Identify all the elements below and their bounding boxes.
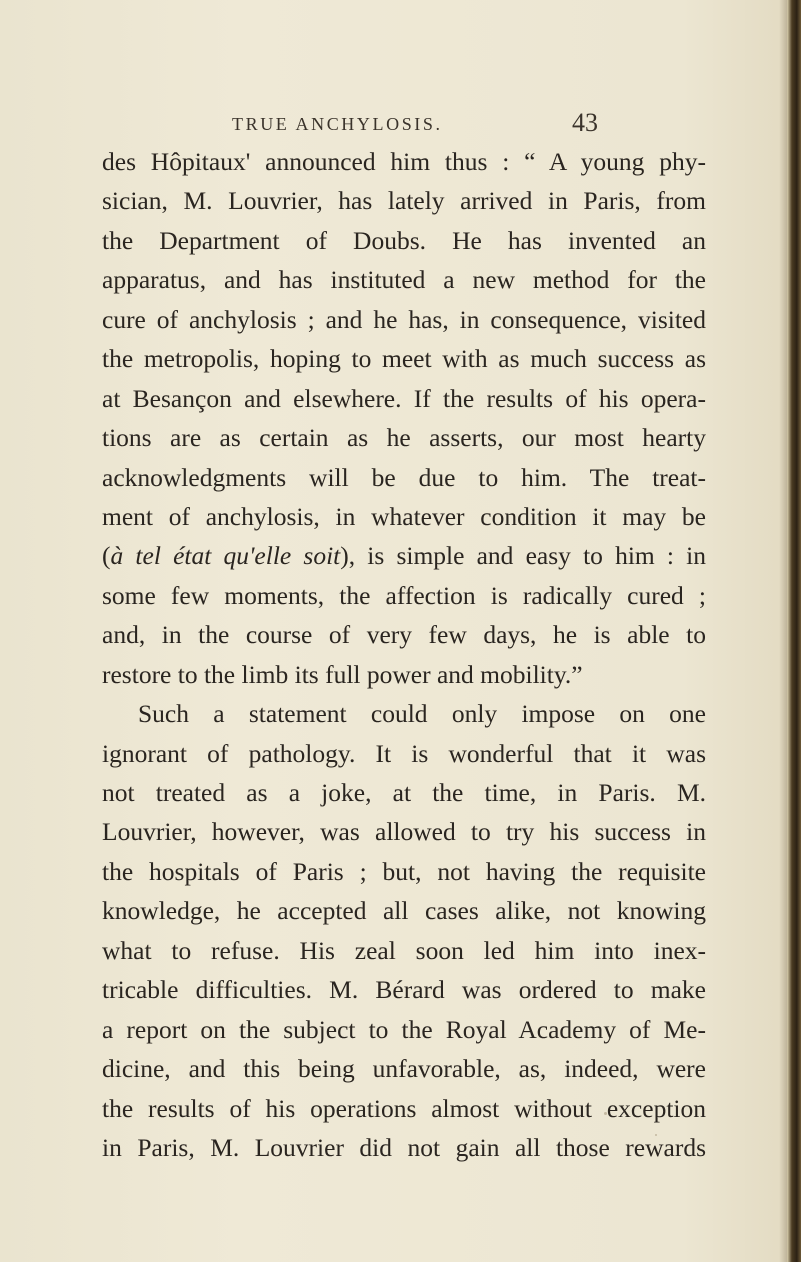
text-line: what to refuse. His zeal soon led him into inex- (102, 935, 706, 965)
text-line: in Paris, M. Louvrier did not gain all those rewards (102, 1132, 706, 1162)
text-line: cure of anchylosis ; and he has, in consequence, visited (102, 304, 706, 334)
text-line: not treated as a joke, at the time, in Paris. M. (102, 778, 706, 807)
book-binding-edge (787, 0, 801, 1262)
italic-phrase: à tel état qu'elle soit (110, 541, 341, 571)
text-line: and, in the course of very few days, he is able to (102, 620, 706, 650)
page-number: 43 (572, 108, 598, 137)
text-line: at Besançon and elsewhere. If the results of his opera- (102, 383, 706, 413)
paragraph-start-line: Such a statement could only impose on one (138, 699, 706, 729)
text-line: ignorant of pathology. It is wonderful that it was (102, 738, 706, 768)
text-line: apparatus, and has instituted a new method for the (102, 265, 706, 295)
line-remainder: ), is simple and easy to him : in (340, 541, 706, 571)
page-header (0, 108, 801, 138)
text-line: ment of anchylosis, in whatever condition it may be (102, 501, 706, 531)
text-line: tricable difficulties. M. Bérard was ordered to make (102, 975, 706, 1005)
text-line: dicine, and this being unfavorable, as, indeed, were (102, 1054, 706, 1084)
text-line: the hospitals of Paris ; but, not having the requisite (102, 856, 706, 886)
body-text (102, 142, 706, 1167)
text-line-with-italic (102, 536, 706, 575)
text-line: sician, M. Louvrier, has lately arrived in Paris, from (102, 186, 706, 216)
text-line: Louvrier, however, was allowed to try his success in (102, 817, 706, 847)
paren-open: ( (102, 541, 111, 571)
page-gutter-shadow (779, 0, 787, 1262)
paragraph-end-line: restore to the limb its full power and mobility.” (102, 659, 583, 689)
text-line: knowledge, he accepted all cases alike, not knowing (102, 896, 706, 926)
text-line: the results of his operations almost without exception (102, 1093, 706, 1123)
text-line: some few moments, the affection is radically cured ; (102, 580, 706, 610)
running-head: TRUE ANCHYLOSIS. (232, 114, 443, 134)
text-line: a report on the subject to the Royal Academy of Me- (102, 1014, 706, 1044)
text-line: des Hôpitaux' announced him thus : “ A young phy- (102, 147, 706, 176)
text-line: the metropolis, hoping to meet with as much success as (102, 344, 706, 374)
text-line: the Department of Doubs. He has invented an (102, 225, 706, 255)
text-line: tions are as certain as he asserts, our most hearty (102, 423, 706, 453)
text-line: acknowledgments will be due to him. The treat- (102, 462, 706, 492)
